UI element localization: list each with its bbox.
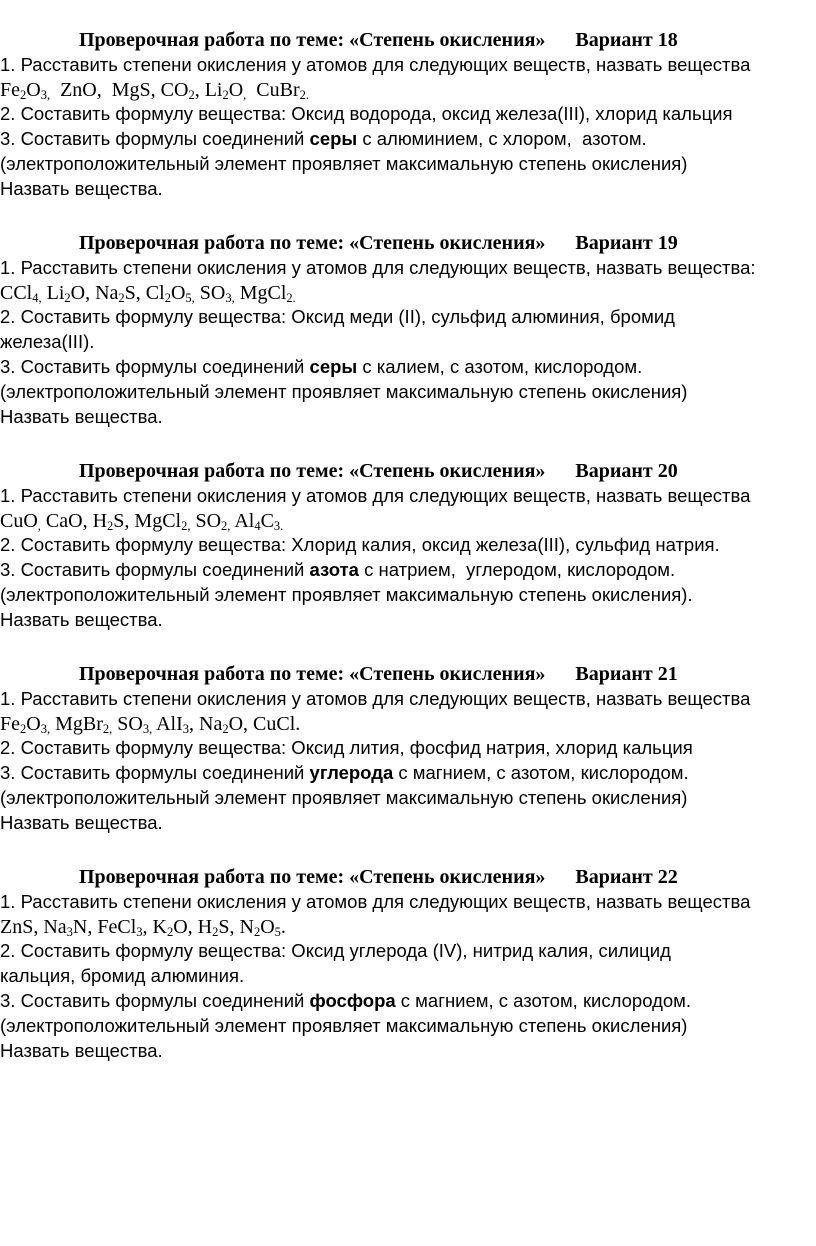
- variant-title: [79, 459, 678, 483]
- task-3-suffix: с магнием, с азотом, кислородом.: [395, 990, 692, 1011]
- task-3-suffix: с натрием, углеродом, кислородом.: [358, 559, 676, 581]
- formula-subscript: 5,: [185, 290, 195, 305]
- task-2-text: 2. Составить формулу вещества: Оксид меди (II), сульфид алюминия, бромид: [0, 306, 675, 328]
- formula-text: MgBr: [50, 712, 103, 735]
- variant-title: [79, 231, 678, 255]
- formula-text: .: [280, 915, 286, 938]
- variant-title: [79, 865, 678, 889]
- task-1-text: 1. Расставить степени окисления у атомов для следующих веществ, назвать вещества: [0, 890, 751, 912]
- task-3-prefix: 3. Составить формулы соединений: [0, 559, 310, 581]
- task-3-prefix: 3. Составить формулы соединений: [0, 990, 310, 1011]
- task-1-text: 1. Расставить степени окисления у атомов для следующих веществ, назвать вещества: [0, 687, 751, 709]
- formula-text: ZnS, Na: [0, 915, 67, 938]
- task-3-suffix: с алюминием, с хлором, азотом.: [357, 128, 647, 150]
- title-text: Проверочная работа по теме: «Степень окисления»: [79, 663, 546, 685]
- variant-title: [79, 662, 678, 686]
- formula-text: O: [170, 281, 186, 304]
- task-3-text: [0, 355, 642, 379]
- formula-text: S, Cl: [124, 281, 165, 304]
- title-text: Проверочная работа по теме: «Степень окисления»: [79, 460, 546, 482]
- formula-text: , Na: [189, 712, 223, 735]
- formula-text: Li: [41, 281, 65, 304]
- formula-text: O, Na: [70, 281, 119, 304]
- formula-subscript: 5: [274, 924, 281, 939]
- formula-subscript: 4,: [32, 290, 42, 305]
- name-substances: Назвать вещества.: [0, 1039, 163, 1061]
- formula-subscript: 2: [107, 518, 114, 533]
- formula-subscript: 2: [64, 290, 71, 305]
- variant-number: Вариант 19: [575, 232, 678, 254]
- task-3-element: углерода: [309, 762, 394, 784]
- formula-list: [0, 915, 286, 939]
- formula-text: SO: [194, 281, 226, 304]
- formula-subscript: 2: [118, 290, 125, 305]
- formula-text: Fe: [0, 78, 20, 101]
- task-2-text: 2. Составить формулу вещества: Оксид водорода, оксид железа(III), хлорид кальция: [0, 103, 733, 125]
- name-substances: Назвать вещества.: [0, 405, 163, 427]
- name-substances: Назвать вещества.: [0, 811, 163, 833]
- formula-text: CaO, H: [40, 509, 108, 532]
- formula-text: Fe: [0, 712, 20, 735]
- task-3-note: (электроположительный элемент проявляет максимальную степень окисления): [0, 1014, 688, 1036]
- task-3-element: азота: [309, 559, 359, 581]
- formula-subscript: ,: [37, 518, 41, 533]
- formula-subscript: 3,: [142, 721, 153, 736]
- title-text: Проверочная работа по теме: «Степень окисления»: [79, 232, 546, 254]
- formula-subscript: 2: [20, 87, 27, 102]
- formula-text: O, CuCl.: [228, 712, 301, 735]
- task-3-text: [0, 127, 647, 151]
- formula-text: O: [26, 712, 41, 735]
- formula-text: O: [26, 78, 41, 101]
- formula-subscript: 2: [253, 924, 261, 939]
- formula-subscript: 2,: [181, 518, 191, 533]
- task-3-prefix: 3. Составить формулы соединений: [0, 356, 310, 377]
- formula-text: CuBr: [246, 78, 300, 101]
- formula-subscript: 2: [222, 721, 229, 736]
- variant-title: [79, 28, 678, 52]
- task-3-element: серы: [309, 356, 358, 377]
- task-3-element: фосфора: [309, 990, 396, 1011]
- formula-text: Al: [230, 509, 255, 532]
- formula-text: MgCl: [234, 281, 287, 304]
- formula-text: AlI: [152, 712, 183, 735]
- formula-subscript: 2: [212, 924, 219, 939]
- formula-subscript: 3,: [40, 87, 51, 102]
- task-3-text: [0, 761, 689, 785]
- variant-number: Вариант 21: [575, 663, 678, 685]
- formula-text: SO: [112, 712, 143, 735]
- formula-list: [0, 281, 296, 305]
- task-2-text: 2. Составить формулу вещества: Оксид лития, фосфид натрия, хлорид кальция: [0, 737, 693, 759]
- formula-text: CCl: [0, 281, 33, 304]
- formula-subscript: 2: [188, 87, 195, 102]
- variant-number: Вариант 20: [575, 460, 678, 482]
- task-1-text: 1. Расставить степени окисления у атомов для следующих веществ, назвать вещества: [0, 53, 751, 75]
- formula-subscript: 2: [222, 87, 229, 102]
- formula-list: [0, 509, 283, 533]
- task-3-suffix: с магнием, с азотом, кислородом.: [393, 762, 689, 784]
- task-3-prefix: 3. Составить формулы соединений: [0, 762, 310, 784]
- task-3-note: (электроположительный элемент проявляет максимальную степень окисления): [0, 380, 688, 402]
- formula-subscript: ,: [243, 87, 247, 102]
- name-substances: Назвать вещества.: [0, 177, 163, 199]
- formula-subscript: 3,: [40, 721, 51, 736]
- formula-subscript: 2.: [299, 87, 310, 102]
- task-3-suffix: с калием, с азотом, кислородом.: [357, 356, 643, 377]
- formula-subscript: 2.: [286, 290, 296, 305]
- formula-text: N, FeCl: [72, 915, 137, 938]
- task-3-element: серы: [309, 128, 358, 150]
- task-3-note: (электроположительный элемент проявляет максимальную степень окисления): [0, 153, 688, 174]
- formula-subscript: 2: [164, 290, 171, 305]
- formula-text: S, N: [218, 915, 254, 938]
- formula-subscript: 3,: [225, 290, 235, 305]
- task-2-text: железа(III).: [0, 331, 95, 353]
- formula-text: O: [228, 78, 244, 101]
- formula-subscript: 2,: [221, 518, 231, 533]
- formula-subscript: 2: [166, 924, 174, 939]
- formula-text: , K: [142, 915, 167, 938]
- formula-list: [0, 78, 309, 102]
- formula-text: O, H: [173, 915, 213, 938]
- variant-number: Вариант 18: [575, 29, 678, 51]
- formula-subscript: 4: [254, 518, 261, 533]
- formula-subscript: 3: [182, 721, 190, 736]
- formula-text: O: [260, 915, 275, 938]
- title-text: Проверочная работа по теме: «Степень окисления»: [79, 29, 546, 51]
- variant-number: Вариант 22: [575, 866, 678, 888]
- task-2-text: кальция, бромид алюминия.: [0, 965, 245, 987]
- formula-text: S, MgCl: [113, 509, 182, 532]
- task-2-text: 2. Составить формулу вещества: Оксид углерода (IV), нитрид калия, силицид: [0, 940, 671, 962]
- task-3-text: [0, 989, 691, 1013]
- task-3-text: [0, 558, 675, 582]
- formula-text: ZnO, MgS, CO: [50, 78, 189, 101]
- formula-text: SO: [190, 509, 222, 532]
- task-2-text: 2. Составить формулу вещества: Хлорид калия, оксид железа(III), сульфид натрия.: [0, 534, 720, 556]
- title-text: Проверочная работа по теме: «Степень окисления»: [79, 866, 546, 888]
- formula-subscript: 3.: [273, 518, 284, 533]
- task-3-prefix: 3. Составить формулы соединений: [0, 128, 310, 150]
- formula-text: , Li: [194, 78, 223, 101]
- task-3-note: (электроположительный элемент проявляет максимальную степень окисления): [0, 787, 688, 808]
- task-3-note: (электроположительный элемент проявляет максимальную степень окисления).: [0, 584, 693, 605]
- formula-subscript: 2,: [102, 721, 113, 736]
- formula-text: CuO: [0, 509, 38, 532]
- formula-subscript: 2: [20, 721, 27, 736]
- task-1-text: 1. Расставить степени окисления у атомов для следующих веществ, назвать вещества:: [0, 256, 756, 278]
- formula-subscript: 3: [66, 924, 73, 939]
- formula-text: C: [260, 509, 274, 532]
- name-substances: Назвать вещества.: [0, 608, 163, 630]
- formula-subscript: 3: [136, 924, 143, 939]
- formula-list: [0, 712, 300, 736]
- task-1-text: 1. Расставить степени окисления у атомов для следующих веществ, назвать вещества: [0, 484, 751, 506]
